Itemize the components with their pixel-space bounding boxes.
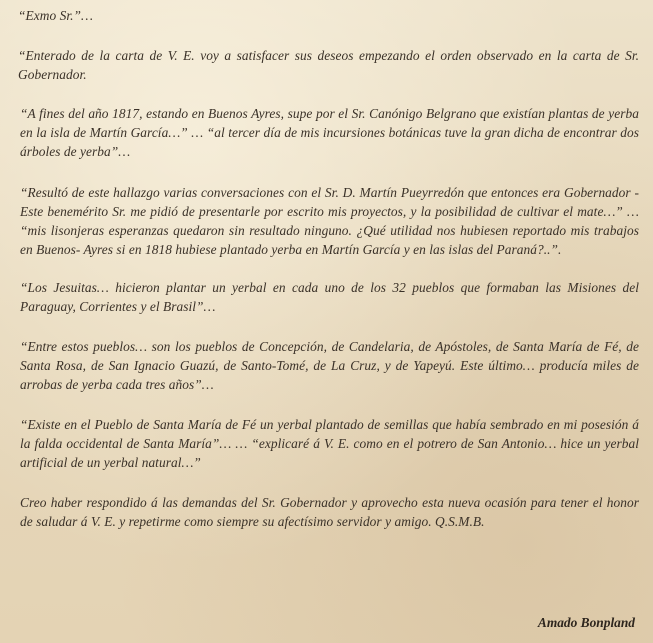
letter-paragraph-2: “A fines del año 1817, estando en Buenos Ayres, supe por el Sr. Canónigo Belgrano que existían plantas de yerba en la isla de Martín García…” … “al tercer día de mis incursiones botánicas tuve la gran dicha de encontrar dos árboles de yerba”… [20,106,639,159]
letter-paragraph-5: “Entre estos pueblos… son los pueblos de Concepción, de Candelaria, de Apóstoles, de Santa María de Fé, de Santa Rosa, de San Ignacio Guazú, de Santo-Tomé, de La Cruz, y de Yapeyú. Este último… producía miles de arrobas de yerba cada tres años”… [20,339,639,392]
letter-closing: Creo haber respondido á las demandas del Sr. Gobernador y aprovecho esta nueva ocasión para tener el honor de saludar á V. E. y repetirme como siempre su afectísimo servidor y amigo. Q.S.M.B. [20,495,639,529]
letter-signature: Amado Bonpland [537,615,635,630]
letter-paragraph-3: “Resultó de este hallazgo varias conversaciones con el Sr. D. Martín Pueyrredón que entonces era Gobernador - Este benemérito Sr. me pidió de presentarle por escrito mis proyectos, y la posibilidad de cultivar el mate…” … “mis lisonjeras esperanzas quedaron sin resultado ninguno. ¿Qué utilidad nos hubiesen reportado mis trabajos en Buenos- Ayres si en 1818 hubiese plantado yerba en Martín García y en las islas del Paraná?..”. [20,185,639,257]
letter-paragraph-1: “Enterado de la carta de V. E. voy a satisfacer sus deseos empezando el orden observado en la carta de Sr. Gobernador. [18,48,639,82]
letter-paragraph-6: “Existe en el Pueblo de Santa María de Fé un yerbal plantado de semillas que había sembrado en mi posesión á la falda occidental de Santa María”… … “explicaré á V. E. como en el potrero de San Antonio… hice un yerbal artificial de un yerbal natural…” [20,417,639,470]
letter-paragraph-4: “Los Jesuitas… hicieron plantar un yerbal en cada uno de los 32 pueblos que formaban las Misiones del Paraguay, Corrientes y el Brasil”… [20,280,639,314]
letter-salutation: “Exmo Sr.”… [18,8,93,23]
